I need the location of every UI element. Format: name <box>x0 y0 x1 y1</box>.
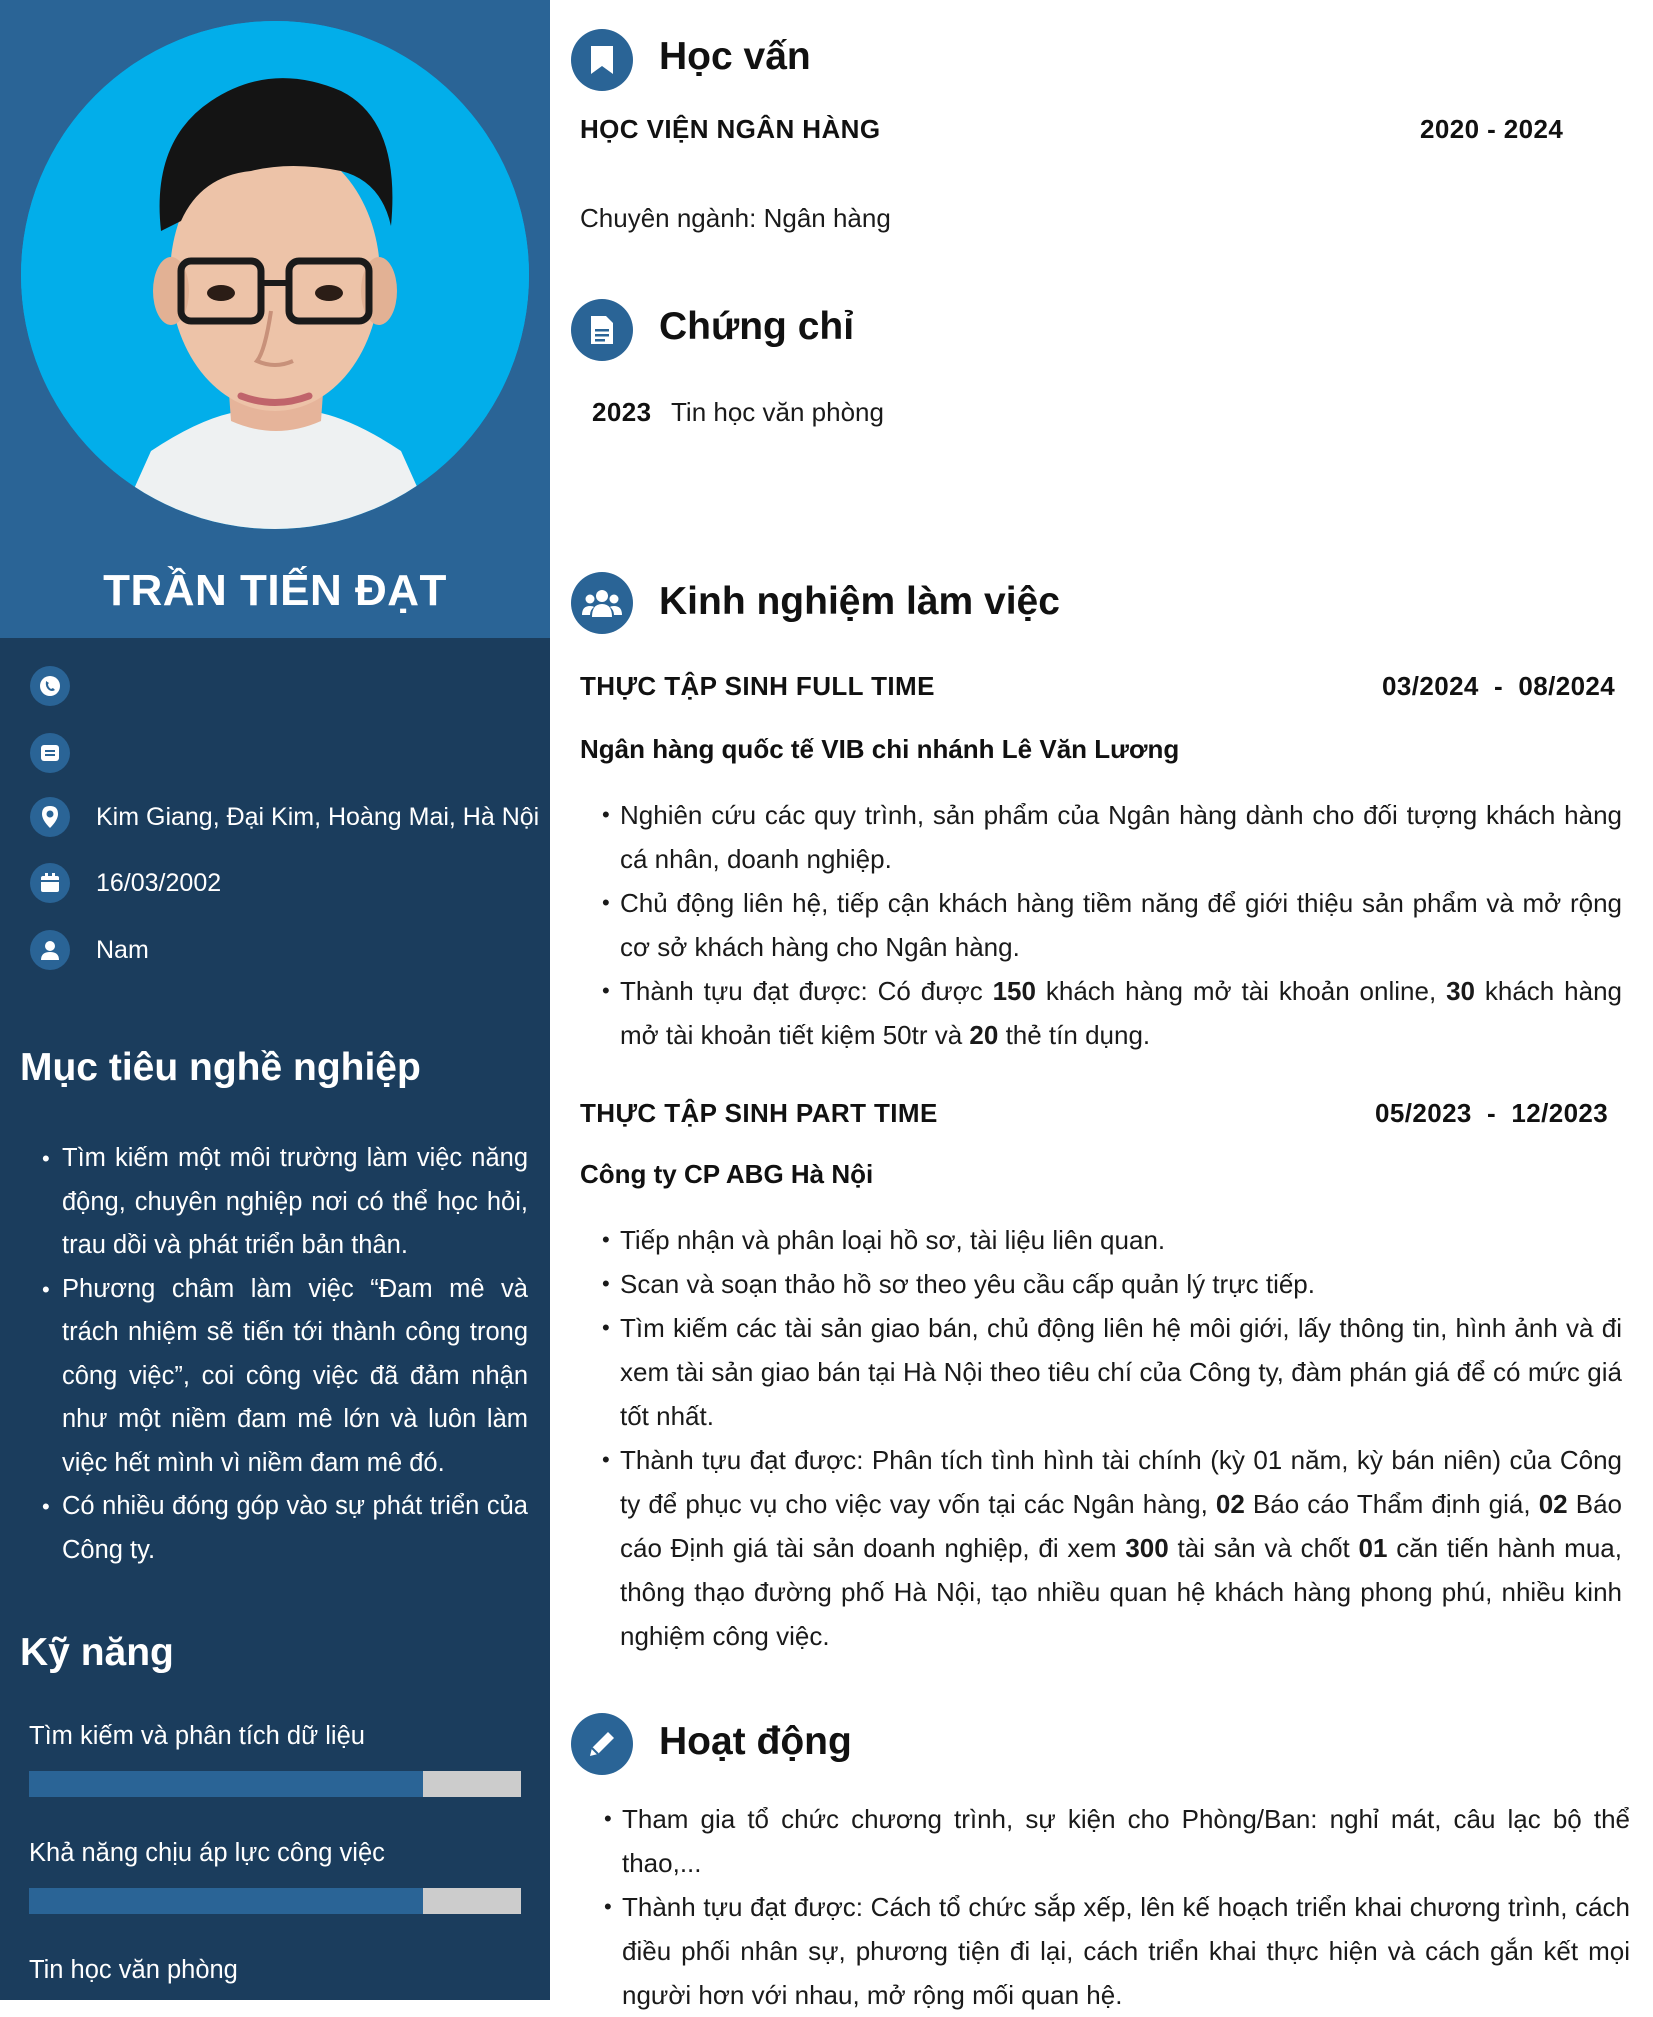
list-item: • Tham gia tổ chức chương trình, sự kiện cho Phòng/Ban: nghỉ mát, câu lạc bộ thể thao,... <box>602 1797 1630 1885</box>
contact-address <box>30 797 540 839</box>
sidebar <box>0 0 550 2000</box>
skill-bar-fill <box>29 1888 423 1914</box>
job-role: THỰC TẬP SINH FULL TIME <box>580 671 935 701</box>
list-item: • Scan và soạn thảo hồ sơ theo yêu cầu cấp quản lý trực tiếp. <box>600 1262 1622 1306</box>
company-name: Công ty CP ABG Hà Nội <box>580 1159 874 1189</box>
job-bullet-list <box>600 1218 1622 1658</box>
location-icon <box>30 797 70 837</box>
job-bullet-list <box>600 793 1622 1057</box>
calendar-icon <box>30 863 70 903</box>
contact-gender <box>30 930 530 972</box>
job-dates <box>1375 1098 1608 1129</box>
document-icon <box>571 299 633 361</box>
skill-label: Tìm kiếm và phân tích dữ liệu <box>29 1722 365 1750</box>
avatar-illustration <box>21 21 529 529</box>
job-start-date: 03/2024 <box>1382 671 1479 701</box>
skill-label: Khả năng chịu áp lực công việc <box>29 1839 385 1867</box>
job-end-date: 12/2023 <box>1511 1098 1609 1128</box>
education-heading: Học vấn <box>659 35 811 78</box>
skill-label: Tin học văn phòng <box>29 1956 238 1984</box>
job-end-date: 08/2024 <box>1518 671 1616 701</box>
skill-bar <box>29 1771 521 1797</box>
achievement-item: • Thành tựu đạt được: Phân tích tình hình tài chính (kỳ 01 năm, kỳ bán niên) của Công ty để phục vụ cho việc vay vốn tại các Ngân hàng, 02 Báo cáo Thẩm định giá, 02 Báo cáo Định giá tài sản doanh nghiệp, đi xem 300 tài sản và chốt 01 căn tiến hành mua, thông thạo đường phố Hà Nội, tạo nhiều quan hệ khách hàng phong phú, nhiều kinh nghiệm công việc. <box>600 1438 1622 1658</box>
phone-icon <box>30 666 70 706</box>
skill-bar <box>29 1888 521 1914</box>
education-years: 2020 - 2024 <box>1420 114 1564 144</box>
avatar <box>21 21 529 529</box>
company-name: Ngân hàng quốc tế VIB chi nhánh Lê Văn Lương <box>580 734 1180 764</box>
pencil-icon <box>571 1713 633 1775</box>
contact-phone <box>30 666 530 708</box>
address-text: Kim Giang, Đại Kim, Hoàng Mai, Hà Nội <box>96 803 540 831</box>
activities-list <box>602 1797 1630 2017</box>
skills-heading: Kỹ năng <box>20 1631 174 1674</box>
candidate-name: TRẦN TIẾN ĐẠT <box>103 566 447 615</box>
email-icon <box>30 733 70 773</box>
major-text: Chuyên ngành: Ngân hàng <box>580 203 891 233</box>
contact-email <box>30 733 530 775</box>
birthdate-text: 16/03/2002 <box>96 869 222 897</box>
list-item: • Phương châm làm việc “Đam mê và trách nhiệm sẽ tiến tới thành công trong công việc”, coi công việc đã đảm nhận như một niềm đam mê lớn và luôn làm việc hết mình vì niềm đam mê đó. <box>40 1268 528 1486</box>
contact-birthdate <box>30 863 530 905</box>
date-separator: - <box>1494 671 1504 701</box>
career-goal-list <box>40 1137 528 1572</box>
bookmark-icon <box>571 29 633 91</box>
list-item: • Chủ động liên hệ, tiếp cận khách hàng tiềm năng để giới thiệu sản phẩm và mở rộng cơ sở khách hàng cho Ngân hàng. <box>600 881 1622 969</box>
job-dates <box>1382 671 1615 702</box>
list-item: • Có nhiều đóng góp vào sự phát triển của Công ty. <box>40 1485 528 1572</box>
list-item: • Tiếp nhận và phân loại hồ sơ, tài liệu liên quan. <box>600 1218 1622 1262</box>
certificate-year: 2023 <box>592 397 652 427</box>
school-name: HỌC VIỆN NGÂN HÀNG <box>580 114 881 144</box>
gender-text: Nam <box>96 936 149 964</box>
list-item: • Thành tựu đạt được: Cách tổ chức sắp xếp, lên kế hoạch triển khai chương trình, cách điều phối nhân sự, phương tiện đi lại, cách triển khai thực hiện và cách gắn kết mọi người hơn với nhau, mở rộng mối quan hệ. <box>602 1885 1630 2017</box>
activities-heading: Hoạt động <box>659 1720 852 1763</box>
skill-bar-fill <box>29 1771 423 1797</box>
career-goal-heading: Mục tiêu nghề nghiệp <box>20 1046 421 1089</box>
list-item: • Tìm kiếm một môi trường làm việc năng động, chuyên nghiệp nơi có thể học hỏi, trau dồi và phát triển bản thân. <box>40 1137 528 1268</box>
experience-heading: Kinh nghiệm làm việc <box>659 580 1060 623</box>
job-role: THỰC TẬP SINH PART TIME <box>580 1098 938 1128</box>
team-icon <box>571 572 633 634</box>
list-item: • Nghiên cứu các quy trình, sản phẩm của Ngân hàng dành cho đối tượng khách hàng cá nhân, doanh nghiệp. <box>600 793 1622 881</box>
certificate-name: Tin học văn phòng <box>671 397 884 427</box>
date-separator: - <box>1487 1098 1497 1128</box>
job-start-date: 05/2023 <box>1375 1098 1472 1128</box>
list-item: • Tìm kiếm các tài sản giao bán, chủ động liên hệ môi giới, lấy thông tin, hình ảnh và đi xem tài sản giao bán tại Hà Nội theo tiêu chí của Công ty, đàm phán giá để có mức giá tốt nhất. <box>600 1306 1622 1438</box>
sidebar-header <box>0 0 550 638</box>
certificates-heading: Chứng chỉ <box>659 305 855 348</box>
achievement-item: • Thành tựu đạt được: Có được 150 khách hàng mở tài khoản online, 30 khách hàng mở tài khoản tiết kiệm 50tr và 20 thẻ tín dụng. <box>600 969 1622 1057</box>
user-icon <box>30 930 70 970</box>
